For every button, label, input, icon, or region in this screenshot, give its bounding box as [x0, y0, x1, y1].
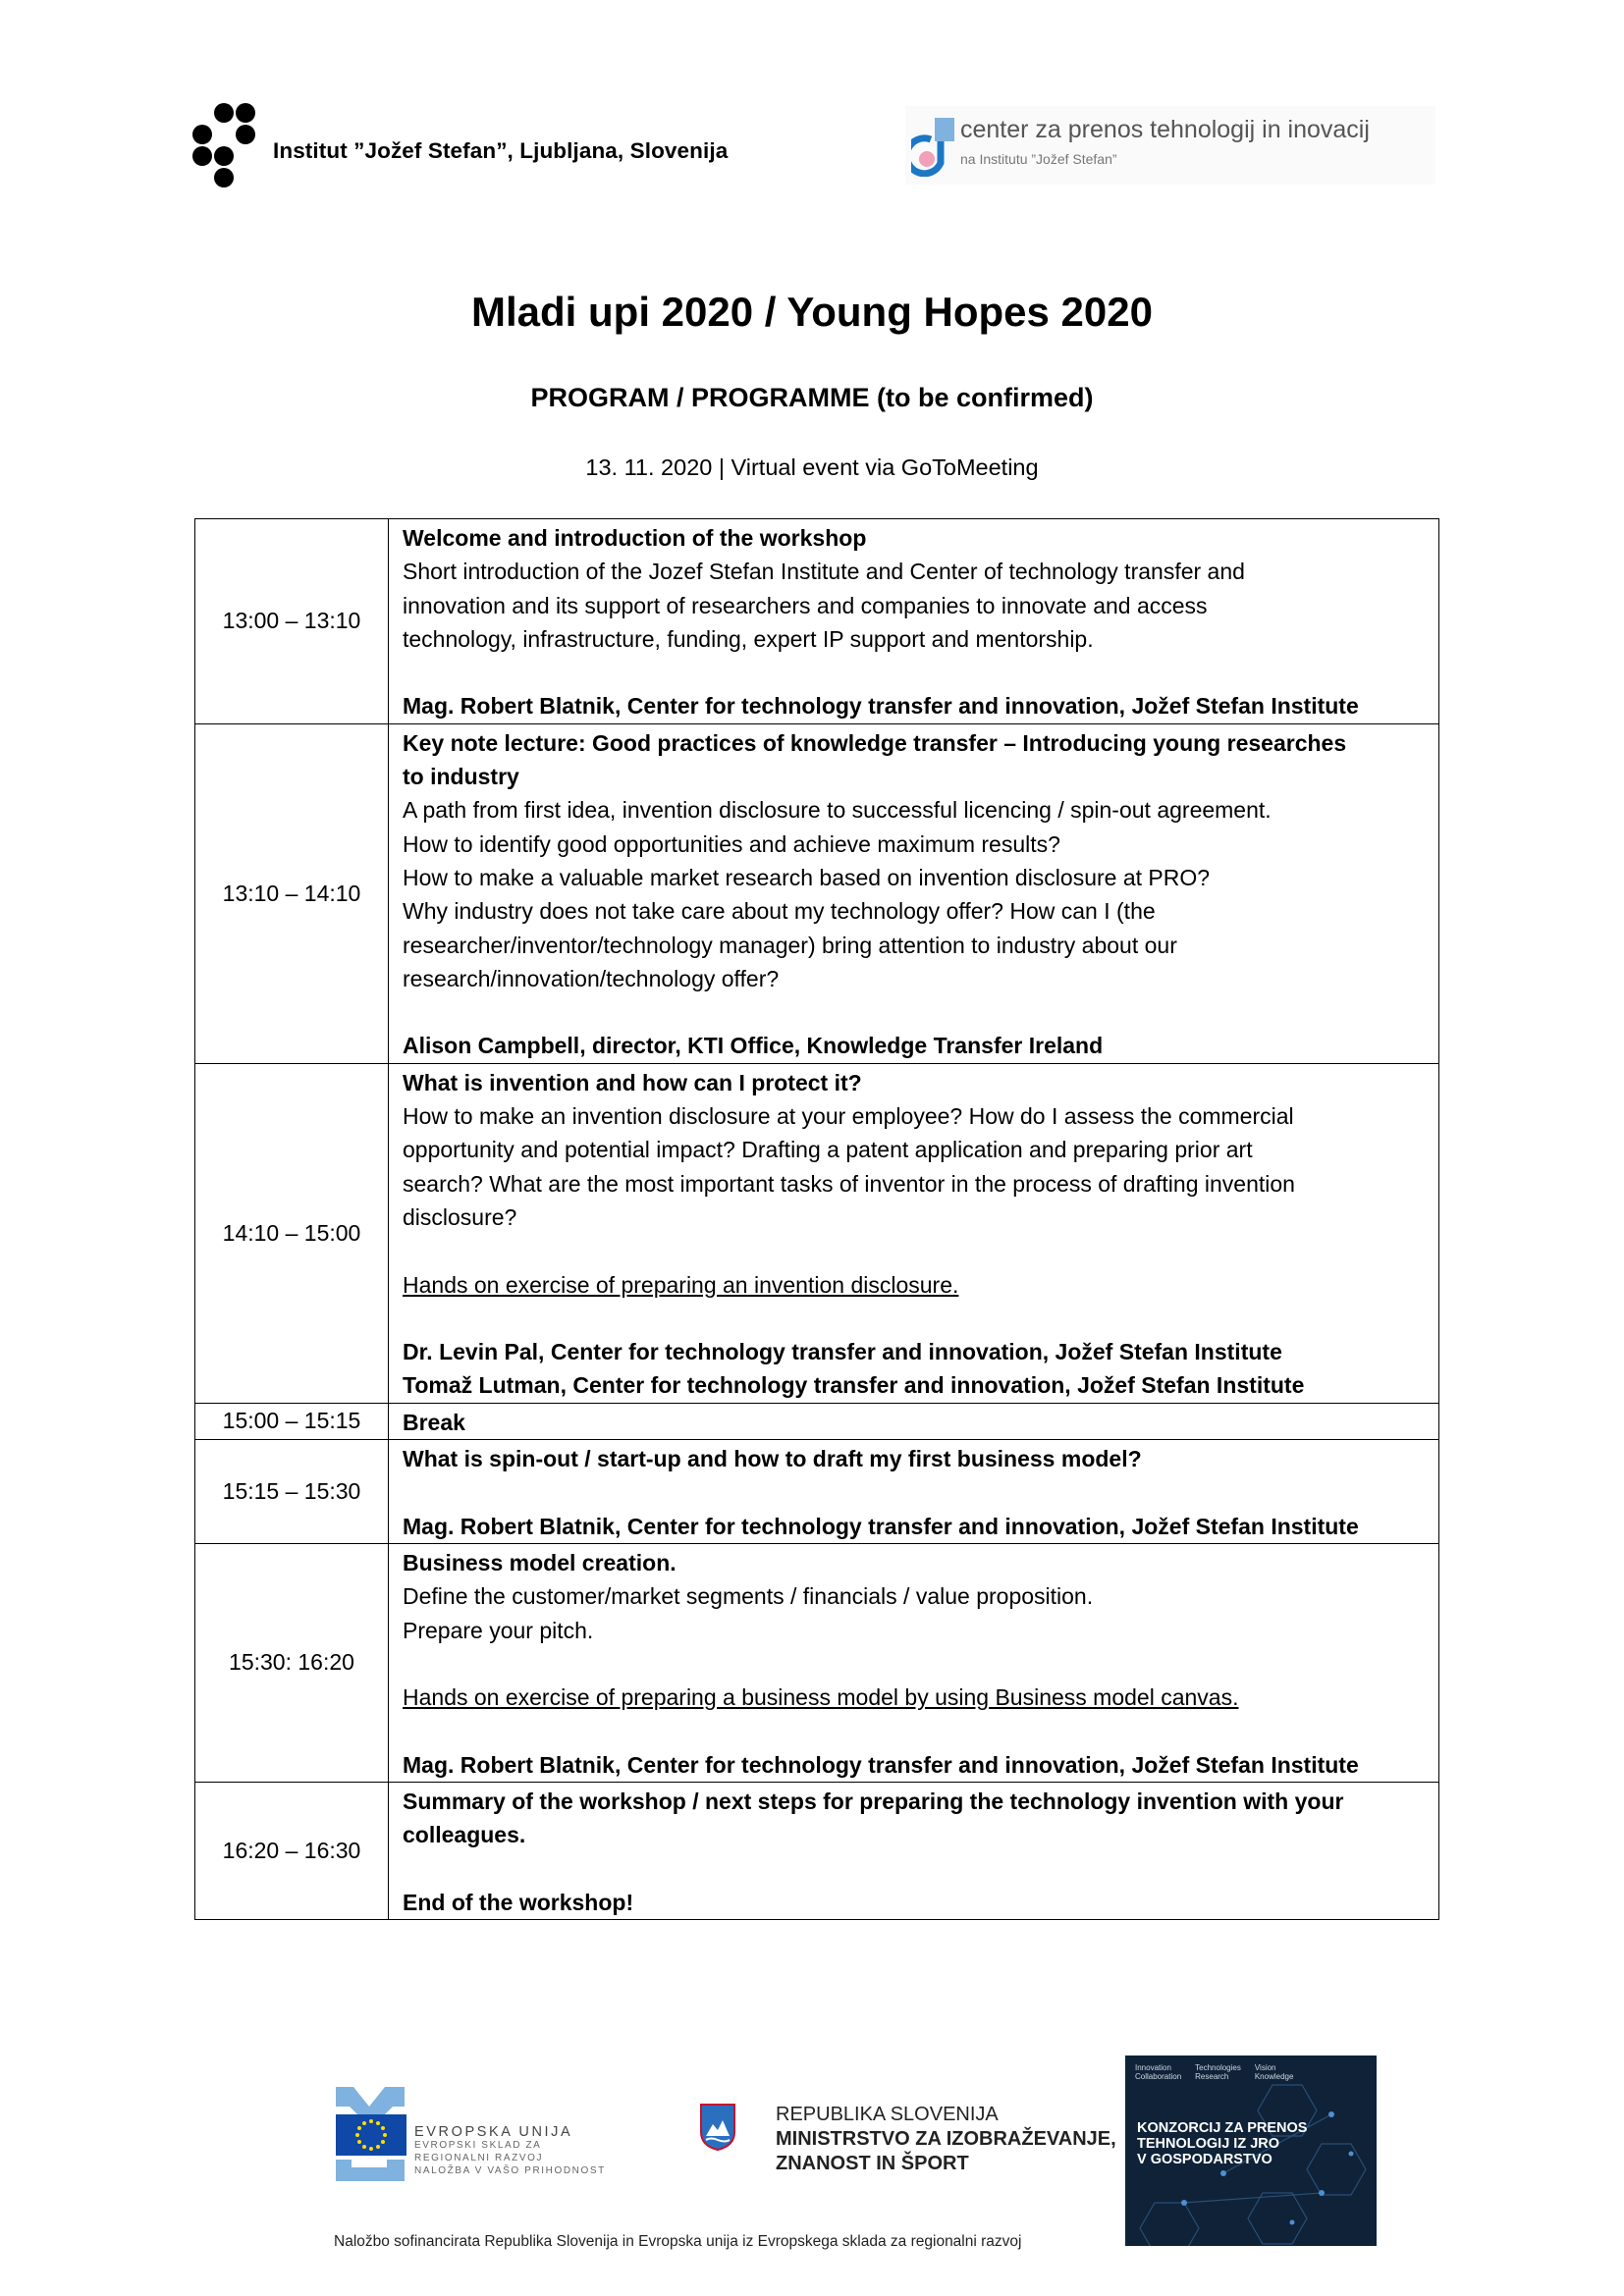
ministry-line2: MINISTRSTVO ZA IZOBRAŽEVANJE,	[776, 2128, 1116, 2150]
ministry-logo-text	[776, 2103, 1116, 2176]
program-description	[389, 1403, 1439, 1439]
program-text-line: Hands on exercise of preparing a business model by using Business model canvas.	[403, 1684, 1239, 1711]
program-row	[195, 1063, 1439, 1403]
consortium-keyword: Collaboration	[1135, 2072, 1182, 2081]
consortium-title	[1137, 2120, 1307, 2167]
ctt-logo	[905, 106, 1435, 185]
program-description	[389, 1543, 1439, 1782]
program-table	[194, 518, 1439, 1920]
ijs-logo	[192, 103, 728, 191]
program-text-line: How to identify good opportunities and achieve maximum results?	[403, 830, 1060, 857]
program-heading-line: colleagues.	[403, 1822, 526, 1848]
program-text-line: A path from first idea, invention disclosure to successful licencing / spin-out agreement.	[403, 797, 1272, 824]
program-row	[195, 723, 1439, 1063]
program-row	[195, 1403, 1439, 1439]
ijs-logo-text: Institut ”Jožef Stefan”, Ljubljana, Slovenija	[273, 138, 729, 163]
program-text-line: Define the customer/market segments / financials / value proposition.	[403, 1583, 1094, 1610]
ctt-logo-line1: center za prenos tehnologij in inovacij	[960, 116, 1370, 143]
program-description	[389, 1063, 1439, 1403]
program-text-line: How to make a valuable market research based on invention disclosure at PRO?	[403, 864, 1211, 890]
eu-line4: NALOŽBA V VAŠO PRIHODNOST	[414, 2165, 606, 2176]
event-dateline: 13. 11. 2020 | Virtual event via GoToMeeting	[585, 454, 1039, 480]
program-time: 13:10 – 14:10	[195, 723, 389, 1063]
program-row	[195, 1440, 1439, 1544]
page-subtitle: PROGRAM / PROGRAMME (to be confirmed)	[530, 383, 1094, 412]
consortium-keyword: Knowledge	[1254, 2072, 1294, 2081]
program-heading-line: Mag. Robert Blatnik, Center for technology transfer and innovation, Jožef Stefan Institute	[403, 1513, 1359, 1539]
program-description	[389, 1440, 1439, 1544]
program-description	[389, 1782, 1439, 1919]
consortium-keyword-col2	[1195, 2063, 1241, 2081]
consortium-keyword-col1	[1135, 2063, 1181, 2081]
consortium-logo	[1125, 2056, 1377, 2246]
program-text-line: Prepare your pitch.	[403, 1617, 594, 1643]
spacer	[403, 1302, 1425, 1335]
eu-line1: EVROPSKA UNIJA	[414, 2124, 573, 2140]
program-heading-line: Alison Campbell, director, KTI Office, Knowledge Transfer Ireland	[403, 1033, 1104, 1059]
eu-logo-text	[414, 2126, 606, 2177]
program-heading-line: Break	[403, 1409, 465, 1435]
program-text-line: opportunity and potential impact? Drafting a patent application and preparing prior art	[403, 1137, 1253, 1163]
ctt-mark-icon	[911, 114, 956, 177]
eu-logo	[334, 2085, 628, 2185]
page-title: Mladi upi 2020 / Young Hopes 2020	[471, 289, 1153, 335]
program-text-line: Short introduction of the Jozef Stefan Institute and Center of technology transfer and	[403, 559, 1245, 585]
spacer	[403, 1475, 1425, 1509]
program-time: 13:00 – 13:10	[195, 519, 389, 724]
program-heading-line: What is invention and how can I protect it?	[403, 1069, 862, 1095]
funding-note: Naložbo sofinancirata Republika Slovenija in Evropska unija iz Evropskega sklada za regionalni razvoj	[334, 2233, 1022, 2250]
program-time: 15:30: 16:20	[195, 1543, 389, 1782]
consortium-keyword-col3	[1255, 2063, 1294, 2081]
program-description	[389, 519, 1439, 724]
program-heading-line: What is spin-out / start-up and how to draft my first business model?	[403, 1446, 1142, 1472]
spacer	[403, 1714, 1425, 1747]
consortium-keyword: Innovation	[1135, 2063, 1171, 2072]
consortium-line3: V GOSPODARSTVO	[1137, 2152, 1272, 2167]
program-heading-line: Mag. Robert Blatnik, Center for technology transfer and innovation, Jožef Stefan Institute	[403, 1751, 1359, 1778]
consortium-keyword: Vision	[1254, 2063, 1276, 2072]
program-time: 15:15 – 15:30	[195, 1440, 389, 1544]
consortium-keyword: Research	[1195, 2072, 1229, 2081]
program-heading-line: End of the workshop!	[403, 1889, 634, 1915]
program-heading-line: Summary of the workshop / next steps for preparing the technology invention with your	[403, 1788, 1344, 1814]
program-description	[389, 723, 1439, 1063]
program-text-line: Why industry does not take care about my technology offer? How can I (the	[403, 898, 1156, 925]
spacer	[403, 1647, 1425, 1681]
consortium-keywords	[1135, 2063, 1293, 2081]
program-text-line: research/innovation/technology offer?	[403, 965, 780, 991]
program-text-line: disclosure?	[403, 1203, 517, 1230]
program-heading-line: Tomaž Lutman, Center for technology transfer and innovation, Jožef Stefan Institute	[403, 1372, 1305, 1399]
eu-line2: EVROPSKI SKLAD ZA	[414, 2140, 542, 2151]
program-row	[195, 519, 1439, 724]
ministry-line3: ZNANOST IN ŠPORT	[776, 2153, 969, 2174]
spacer	[403, 995, 1425, 1029]
program-text-line: researcher/inventor/technology manager) bring attention to industry about our	[403, 932, 1177, 958]
consortium-line2: TEHNOLOGIJ IZ JRO	[1137, 2136, 1280, 2152]
program-heading-line: Business model creation.	[403, 1549, 677, 1575]
program-text-line: How to make an invention disclosure at your employee? How do I assess the commercial	[403, 1103, 1294, 1130]
ministry-line1: REPUBLIKA SLOVENIJA	[776, 2104, 999, 2125]
program-row	[195, 1782, 1439, 1919]
program-text-line: technology, infrastructure, funding, expert IP support and mentorship.	[403, 625, 1094, 652]
program-text-line: innovation and its support of researchers and companies to innovate and access	[403, 592, 1208, 618]
program-time: 15:00 – 15:15	[195, 1403, 389, 1439]
program-table-body	[195, 519, 1439, 1920]
program-text-line: search? What are the most important tasks of inventor in the process of drafting invention	[403, 1170, 1295, 1197]
eu-line3: REGIONALNI RAZVOJ	[414, 2153, 544, 2163]
program-time: 14:10 – 15:00	[195, 1063, 389, 1403]
spacer	[403, 1852, 1425, 1886]
program-text-line: Hands on exercise of preparing an invention disclosure.	[403, 1271, 959, 1298]
consortium-keyword: Technologies	[1195, 2063, 1241, 2072]
consortium-line1: KONZORCIJ ZA PRENOS	[1137, 2120, 1308, 2136]
program-heading-line: Welcome and introduction of the workshop	[403, 525, 867, 551]
program-row	[195, 1543, 1439, 1782]
spacer	[403, 656, 1425, 689]
eu-flag-icon	[336, 2114, 406, 2156]
program-heading-line: to industry	[403, 764, 519, 790]
program-time: 16:20 – 16:30	[195, 1782, 389, 1919]
spacer	[403, 1234, 1425, 1267]
program-heading-line: Key note lecture: Good practices of knowledge transfer – Introducing young researches	[403, 729, 1347, 756]
ijs-dots-icon	[192, 103, 271, 191]
program-heading-line: Mag. Robert Blatnik, Center for technology transfer and innovation, Jožef Stefan Institute	[403, 693, 1359, 720]
ctt-logo-line2: na Institutu ”Jožef Stefan”	[960, 151, 1117, 167]
program-heading-line: Dr. Levin Pal, Center for technology transfer and innovation, Jožef Stefan Institute	[403, 1339, 1282, 1365]
slovenia-coat-of-arms-icon	[699, 2103, 736, 2152]
